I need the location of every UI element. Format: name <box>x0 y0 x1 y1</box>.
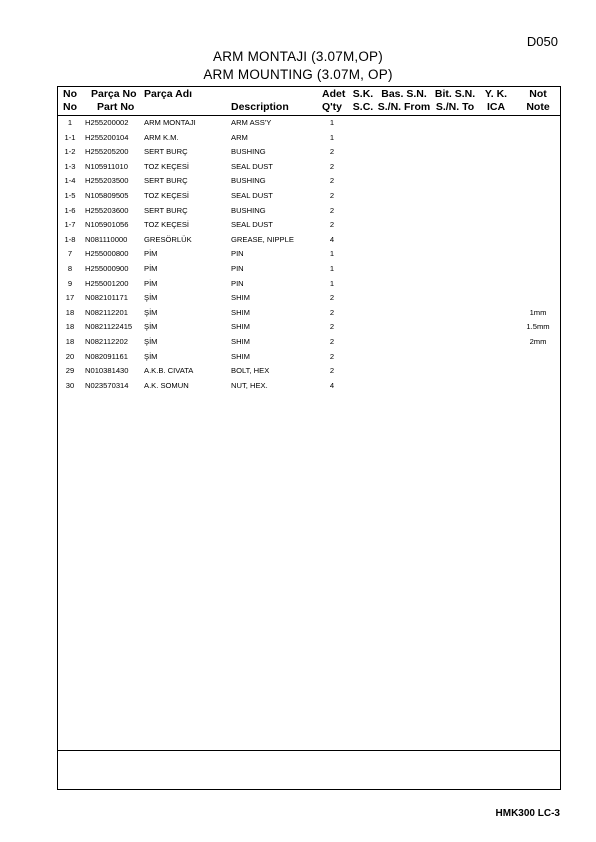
cell-part-name: ŞİM <box>144 293 158 303</box>
cell-part-no: N105809505 <box>85 190 129 200</box>
cell-qty: 2 <box>329 190 335 200</box>
cell-description: SEAL DUST <box>231 161 273 171</box>
header-note-tr: Not <box>529 88 547 100</box>
cell-part-name: SERT BURÇ <box>144 205 188 215</box>
header-part-name-tr: Parça Adı <box>144 88 193 100</box>
cell-description: SHIM <box>231 351 250 361</box>
table-row <box>58 174 560 189</box>
cell-qty: 1 <box>329 263 335 273</box>
cell-qty: 2 <box>329 351 335 361</box>
cell-part-no: H255205200 <box>85 147 129 157</box>
cell-no: 1-5 <box>64 190 76 200</box>
cell-part-no: N023570314 <box>85 380 129 390</box>
cell-part-name: ŞİM <box>144 322 158 332</box>
table-row <box>58 291 560 306</box>
cell-description: ARM ASS'Y <box>231 118 272 127</box>
model-code: HMK300 LC-3 <box>495 808 560 819</box>
cell-description: SHIM <box>231 293 250 303</box>
cell-part-no: N105911010 <box>85 161 128 171</box>
table-row <box>58 335 560 350</box>
cell-no: 7 <box>67 249 73 259</box>
cell-part-name: ŞİM <box>144 307 158 317</box>
cell-description: ARM <box>231 132 248 142</box>
cell-part-name: ARM K.M. <box>144 132 179 142</box>
table-row <box>58 204 560 219</box>
header-end-sn-en: S./N. To <box>435 101 475 113</box>
table-row <box>58 116 560 131</box>
cell-qty: 2 <box>329 293 335 303</box>
cell-no: 17 <box>65 293 75 303</box>
header-description-en: Description <box>231 101 289 113</box>
cell-part-no: H255200002 <box>85 118 129 127</box>
header-sk-tr: S.K. <box>352 88 374 100</box>
header-part-no-tr: Parça No <box>91 88 137 100</box>
table-row <box>58 233 560 248</box>
cell-no: 30 <box>65 380 75 390</box>
cell-no: 8 <box>67 263 73 273</box>
title-turkish: ARM MONTAJI (3.07M,OP) <box>213 49 383 64</box>
cell-no: 29 <box>65 366 75 376</box>
table-row <box>58 131 560 146</box>
table-row <box>58 379 560 394</box>
cell-no: 1 <box>67 118 73 127</box>
cell-qty: 2 <box>329 161 335 171</box>
cell-qty: 2 <box>329 366 335 376</box>
cell-description: SHIM <box>231 307 250 317</box>
table-row <box>58 277 560 292</box>
cell-no: 1-1 <box>64 132 76 142</box>
cell-part-no: N010381430 <box>85 366 129 376</box>
cell-description: PIN <box>231 263 244 273</box>
cell-part-name: ARM MONTAJI <box>144 118 196 127</box>
cell-part-no: N081110000 <box>85 234 128 244</box>
header-no-tr: No <box>63 88 77 100</box>
cell-no: 18 <box>65 322 75 332</box>
cell-no: 20 <box>65 351 75 361</box>
cell-no: 1-8 <box>64 234 76 244</box>
cell-no: 1-7 <box>64 220 76 230</box>
header-yk-en: ICA <box>486 101 506 113</box>
cell-qty: 2 <box>329 147 335 157</box>
cell-part-name: GRESÖRLÜK <box>144 234 192 244</box>
cell-description: BOLT, HEX <box>231 366 270 376</box>
cell-part-name: A.K. SOMUN <box>144 380 189 390</box>
cell-qty: 2 <box>329 220 335 230</box>
cell-part-name: TOZ KEÇESİ <box>144 190 190 200</box>
cell-description: NUT, HEX. <box>231 380 268 390</box>
cell-note: 2mm <box>529 336 547 346</box>
cell-description: BUSHING <box>231 147 266 157</box>
cell-part-name: TOZ KEÇESİ <box>144 161 190 171</box>
cell-description: BUSHING <box>231 205 266 215</box>
header-no-en: No <box>63 101 77 113</box>
table-row <box>58 160 560 175</box>
table-row <box>58 350 560 365</box>
cell-description: SEAL DUST <box>231 220 273 230</box>
header-qty-en: Q'ty <box>322 101 343 113</box>
cell-no: 1-2 <box>64 147 76 157</box>
cell-part-name: PİM <box>144 249 158 259</box>
cell-no: 1-3 <box>64 161 76 171</box>
cell-part-no: N082101171 <box>85 293 128 303</box>
cell-part-no: N105901056 <box>85 220 129 230</box>
cell-description: GREASE, NIPPLE <box>231 234 294 244</box>
cell-qty: 1 <box>329 132 335 142</box>
cell-description: PIN <box>231 278 244 288</box>
cell-part-no: N082091161 <box>85 351 128 361</box>
cell-part-no: H255203600 <box>85 205 129 215</box>
cell-no: 1-6 <box>64 205 76 215</box>
cell-part-name: PİM <box>144 263 158 273</box>
footer-divider <box>58 750 560 751</box>
cell-no: 18 <box>65 336 75 346</box>
table-row <box>58 262 560 277</box>
cell-part-no: N0821122415 <box>85 322 133 332</box>
cell-description: PIN <box>231 249 244 259</box>
cell-part-name: TOZ KEÇESİ <box>144 220 190 230</box>
table-body <box>58 116 560 393</box>
cell-part-no: N082112202 <box>85 336 128 346</box>
cell-description: SEAL DUST <box>231 190 273 200</box>
table-row <box>58 364 560 379</box>
cell-part-no: N082112201 <box>85 307 128 317</box>
cell-part-no: H255001200 <box>85 278 129 288</box>
cell-qty: 2 <box>329 176 335 186</box>
cell-qty: 1 <box>329 278 335 288</box>
cell-part-no: H255200104 <box>85 132 129 142</box>
cell-description: SHIM <box>231 322 250 332</box>
table-row <box>58 189 560 204</box>
cell-no: 1-4 <box>64 176 76 186</box>
table-row <box>58 247 560 262</box>
header-part-no-en: Part No <box>97 101 135 113</box>
cell-part-no: H255000800 <box>85 249 129 259</box>
cell-part-name: A.K.B. CIVATA <box>144 366 194 376</box>
table-row <box>58 145 560 160</box>
cell-qty: 2 <box>329 322 335 332</box>
cell-qty: 4 <box>329 380 335 390</box>
cell-qty: 2 <box>329 205 335 215</box>
cell-qty: 2 <box>329 307 335 317</box>
parts-table <box>57 86 561 790</box>
cell-part-name: SERT BURÇ <box>144 147 188 157</box>
header-qty-tr: Adet <box>322 88 346 100</box>
header-start-sn-en: S./N. From <box>377 101 431 113</box>
cell-part-name: ŞİM <box>144 336 158 346</box>
header-end-sn-tr: Bit. S.N. <box>434 88 476 100</box>
cell-qty: 4 <box>329 234 335 244</box>
header-start-sn-tr: Bas. S.N. <box>381 88 427 100</box>
cell-qty: 2 <box>329 336 335 346</box>
title-english: ARM MOUNTING (3.07M, OP) <box>203 67 393 82</box>
cell-qty: 1 <box>329 249 335 259</box>
page-code: D050 <box>526 34 558 49</box>
table-row <box>58 218 560 233</box>
header-note-en: Note <box>526 101 550 113</box>
cell-description: BUSHING <box>231 176 266 186</box>
cell-no: 18 <box>65 307 75 317</box>
cell-qty: 1 <box>329 118 335 127</box>
cell-part-name: ŞİM <box>144 351 158 361</box>
cell-part-no: H255203500 <box>85 176 129 186</box>
table-row <box>58 320 560 335</box>
cell-note: 1mm <box>529 307 547 317</box>
cell-part-name: SERT BURÇ <box>144 176 188 186</box>
header-yk-tr: Y. K. <box>484 88 508 100</box>
table-row <box>58 306 560 321</box>
header-sk-en: S.C. <box>352 101 374 113</box>
cell-note: 1.5mm <box>526 322 550 332</box>
cell-description: SHIM <box>231 336 250 346</box>
cell-part-name: PİM <box>144 278 158 288</box>
cell-part-no: H255000900 <box>85 263 129 273</box>
cell-no: 9 <box>67 278 73 288</box>
